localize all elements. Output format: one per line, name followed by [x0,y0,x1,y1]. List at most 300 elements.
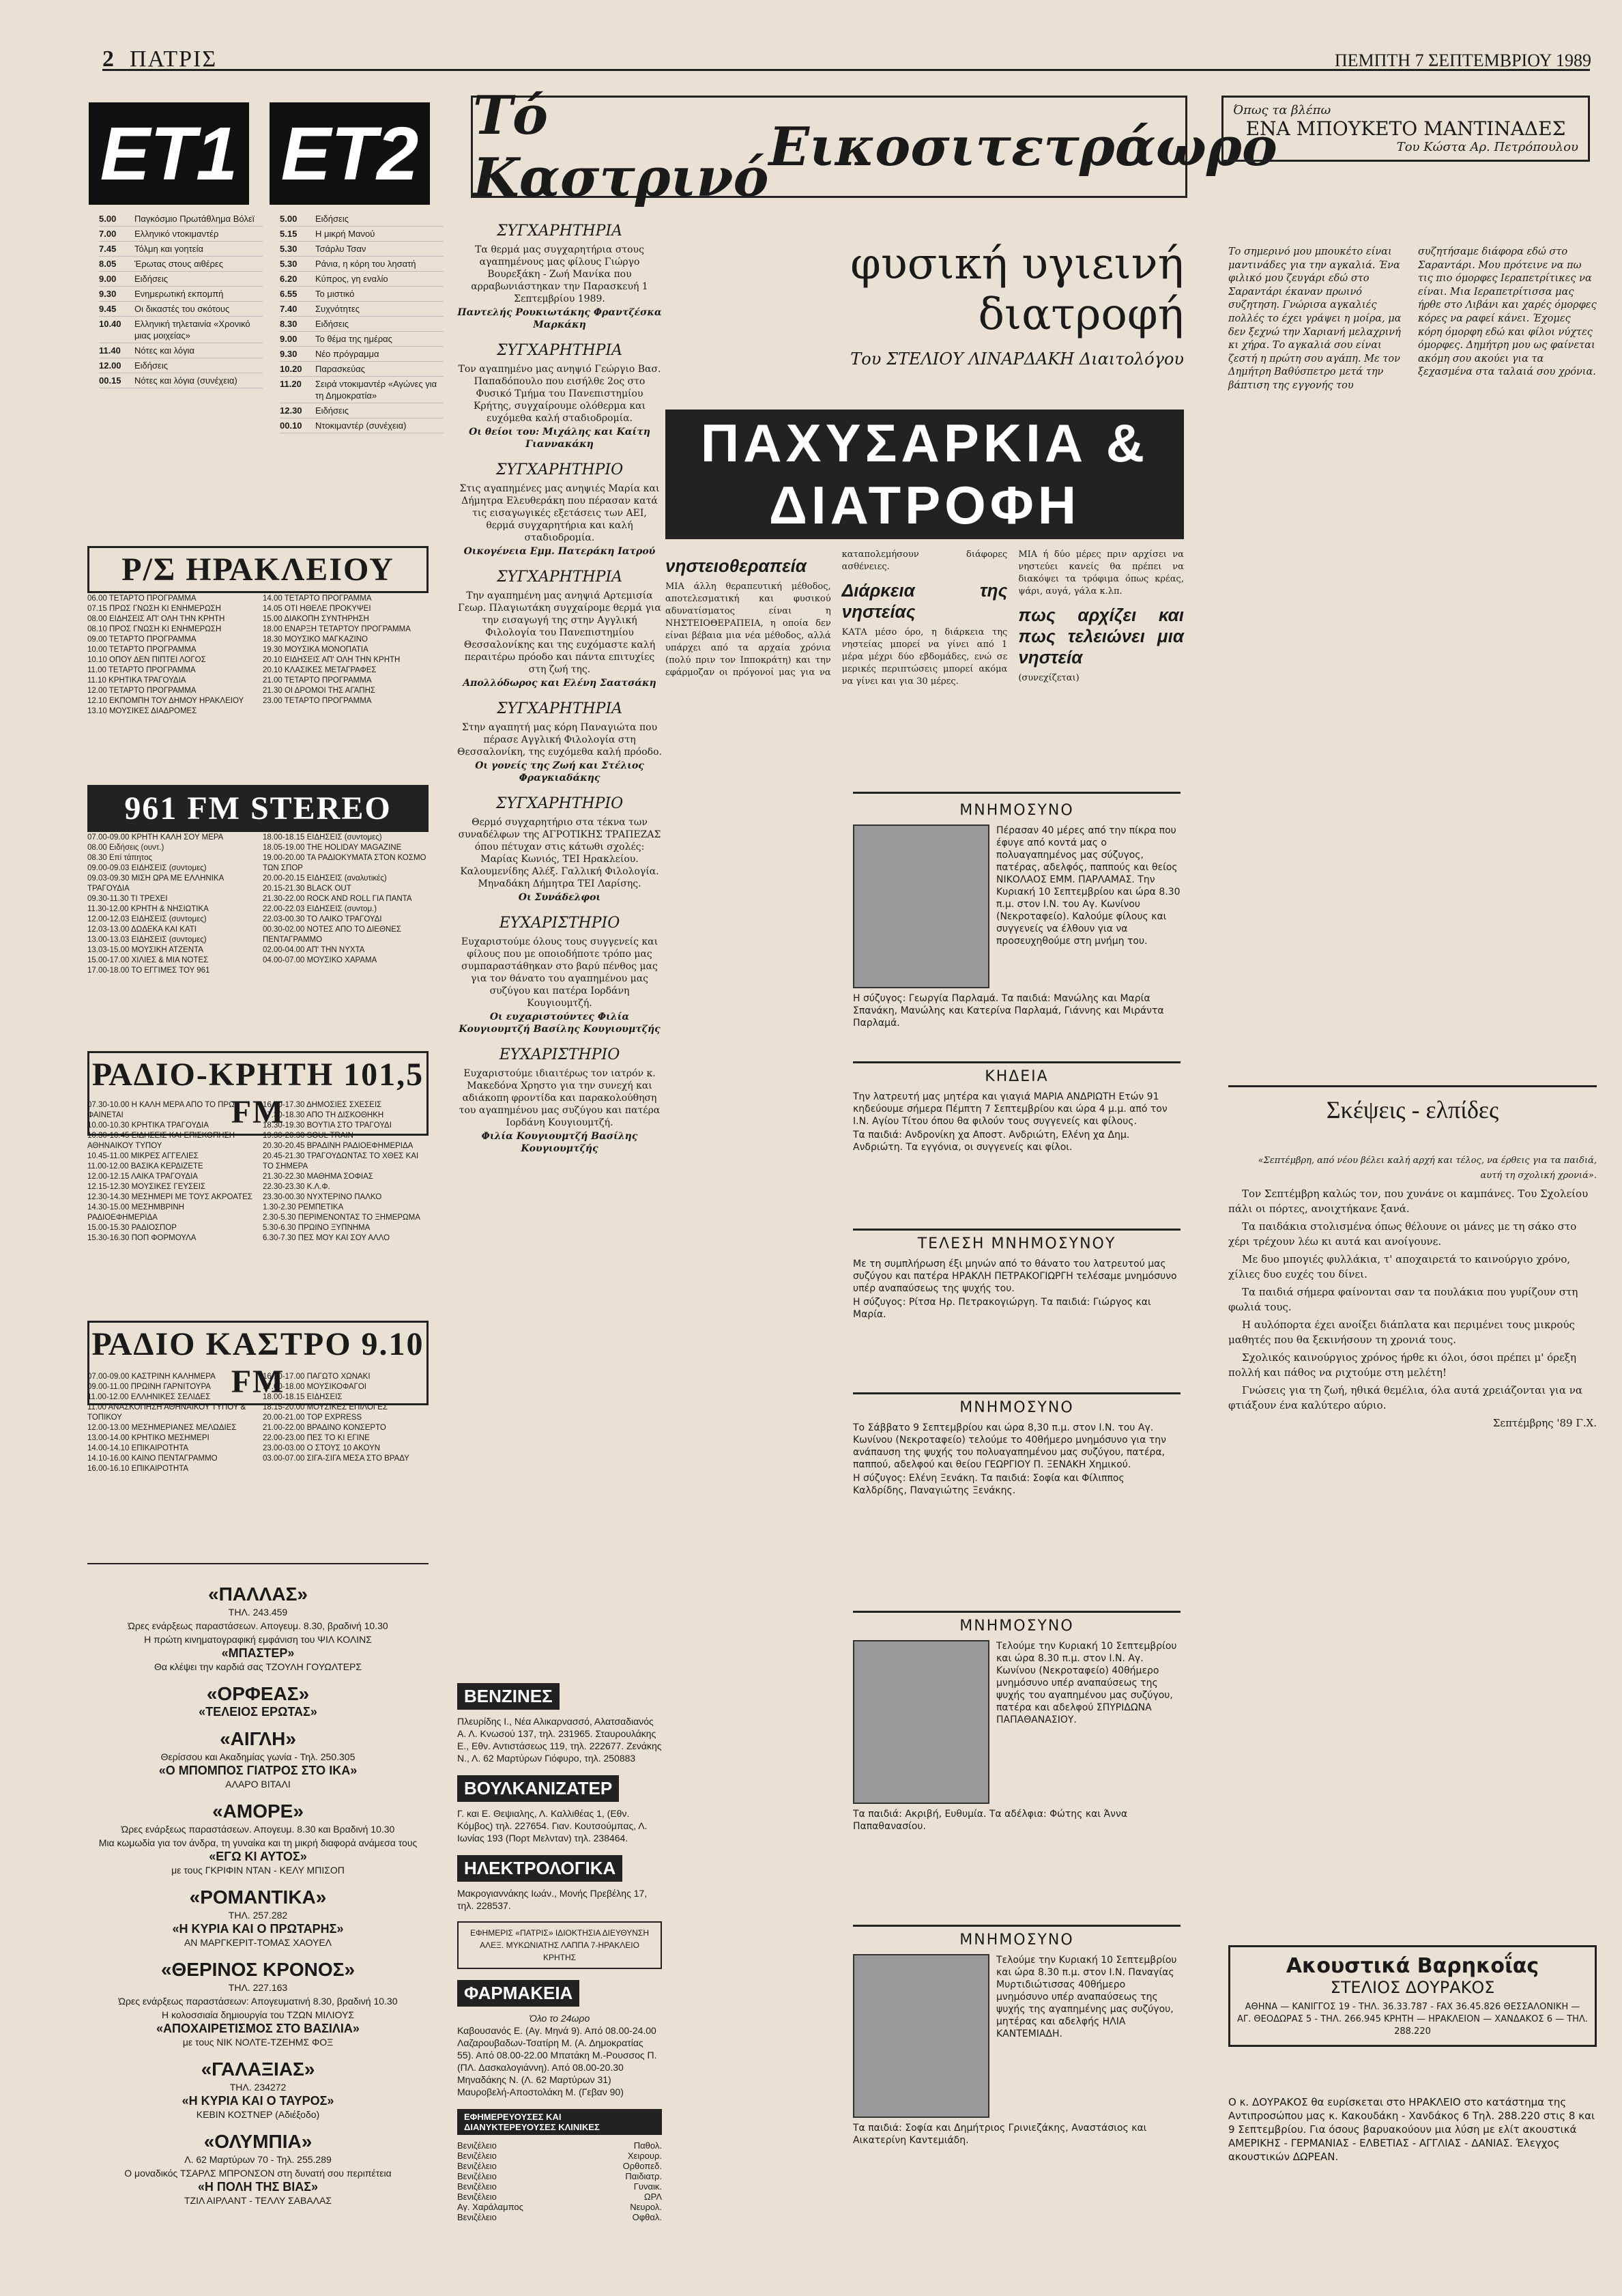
announcement-text: Τα θερμά μας συγχαρητήρια στους αγαπημένους μας φίλους Γιώργο Βουρεξάκη - Ζωή Μανίκα που αρραβωνιάστηκαν την Παρασκευή 1 Σεπτεμβρίου 1989. [471,244,648,304]
fm961-item: 08.30 Επί τάπητος [87,854,153,862]
et1-program: Ειδήσεις [134,274,168,284]
fm961-item: 09.00-09.03 ΕΙΔΗΣΕΙΣ (συντομες) [87,864,207,872]
fm961-item: 20.00-20.15 ΕΙΔΗΣΕΙΣ (αναλυτικές) [263,874,387,882]
services-column [457,1672,662,2222]
et2-program: Νέο πρόγραμμα [315,349,379,359]
clinic-hospital: Βενιζέλειο [457,2181,497,2192]
et1-time: 10.40 [99,319,121,329]
et2-row [280,272,444,287]
clinic-row [457,2212,662,2222]
et1-time: 00.15 [99,375,121,386]
et2-time: 5.30 [280,259,298,269]
heraklion-item: 19.30 ΜΟΥΣΙΚΑ ΜΟΝΟΠΑΤΙΑ [263,646,368,654]
kriti-item: 10.00-10.30 ΚΡΗΤΙΚΑ ΤΡΑΓΟΥΔΙΑ [87,1121,209,1130]
cinema-note: με τους ΝΙΚ ΝΟΛΤΕ-ΤΖΕΗΜΣ ΦΟΞ [182,2037,334,2048]
announcement-title: ΣΥΓΧΑΡΗΤΗΡΙΟ [495,795,624,812]
heraklion-item: 12.00 ΤΕΤΑΡΤΟ ΠΡΟΓΡΑΜΜΑ [87,687,197,695]
fm961-item: 13.03-15.00 ΜΟΥΣΙΚΗ ΑΤΖΕΝΤΑ [87,946,203,954]
et2-program: Ειδήσεις [315,214,349,224]
et2-time: 8.30 [280,319,298,329]
et1-row [99,373,263,388]
kriti-item: 19.30-20.30 SOUL TRAIN [263,1132,353,1140]
elec-text: Μακρογιαννάκης Ιωάν., Μονής Πρεβέλης 17, τηλ. 228537. [457,1888,648,1911]
cinema-note: ΤΖΙΛ ΑΙΡΛΑΝΤ - ΤΕΛΛΥ ΣΑΒΑΛΑΣ [184,2195,332,2206]
diet-headline: ΠΑΧΥΣΑΡΚΙΑ & ΔΙΑΤΡΟΦΗ [665,410,1184,539]
et1-row [99,227,263,242]
kriti-item: 11.00-12.00 ΒΑΣΙΚΑ ΚΕΡΔΙΖΕΤΕ [87,1162,203,1171]
funeral [853,1068,1181,1155]
et1-row [99,272,263,287]
cinema-film: «ΤΕΛΕΙΟΣ ΕΡΩΤΑΣ» [199,1705,317,1719]
banner-left-text: Τό Καστρινό [473,85,769,209]
et2-row [280,242,444,257]
cinema-name: «ΑΙΓΛΗ» [220,1728,296,1749]
et1-row [99,358,263,373]
heraklion-item: 15.00 ΔΙΑΚΟΠΗ ΣΥΝΤΗΡΗΣΗ [263,615,369,623]
heraklion-item: 18.30 ΜΟΥΣΙΚΟ ΜΑΓΚΑΖΙΝΟ [263,635,368,644]
clinic-row [457,2192,662,2202]
kriti-item: 21.30-22.30 ΜΑΘΗΜΑ ΣΟΦΙΑΣ [263,1173,373,1181]
heraklion-item: 13.10 ΜΟΥΣΙΚΕΣ ΔΙΑΔΡΟΜΕΣ [87,707,197,715]
hearing-addresses: ΑΘΗΝΑ — ΚΑΝΙΓΓΟΣ 19 - ΤΗΛ. 36.33.787 - FAX 36.45.826 ΘΕΣΣΑΛΟΝΙΚΗ — ΑΓ. ΘΕΟΔΩΡΑΣ 5 - ΤΗΛ. 266.945 ΚΡΗΤΗ — ΗΡΑΚΛΕΙΟΝ — ΧΑΝΔΑΚΟΣ 6 — ΤΗΛ. 288.220 [1237,2002,1588,2037]
clinic-specialty: Γυναικ. [633,2181,662,2192]
et2-time: 5.30 [280,244,298,254]
kriti-item: 6.30-7.30 ΠΕΣ ΜΟΥ ΚΑΙ ΣΟΥ ΑΛΛΟ [263,1234,390,1242]
clinic-specialty: Παθολ. [633,2140,662,2151]
fm961-item: 21.30-22.00 ROCK AND ROLL ΓΙΑ ΠΑΝΤΑ [263,895,412,903]
divider [853,1229,1181,1231]
memorial-2-family: Η σύζυγος: Ρίτσα Ηρ. Πετρακογιώργη. Τα παιδιά: Γιώργος και Μαρία. [853,1297,1151,1320]
kastro-item: 11.00-12.00 ΕΛΛΗΝΙΚΕΣ ΣΕΛΙΔΕΣ [87,1393,211,1401]
kriti-item: 20.30-20.45 ΒΡΑΔΙΝΗ ΡΑΔΙΟΕΦΗΜΕΡΙΔΑ [263,1142,414,1150]
et1-time: 7.45 [99,244,117,254]
memorial-1-text: Πέρασαν 40 μέρες από την πίκρα που έφυγε από κοντά μας ο πολυαγαπημένος μας σύζυγος, πατέρας, αδελφός, παππούς και θείος ΝΙΚΟΛΑΟΣ ΕΜΜ. ΠΑΡΛΑΜΑΣ. Την Κυριακή 10 Σεπτεμβρίου και ώρα 8.30 π.μ. στον Ι.Ν. του Αγ. Κωνίνου (Νεκροταφείο). Καλούμε φίλους και συγγενείς να έλθουν για να προσευχηθούμε στη μνήμη του. [996,825,1181,947]
et2-program: Τσάρλυ Τσαν [315,244,366,254]
funeral-family: Τα παιδιά: Ανδρονίκη χα Αποστ. Ανδριώτη, Ελένη χα Δημ. Ανδριώτη. Τα εγγόνια, οι συγγενείς και φίλοι. [853,1130,1130,1153]
fm961-item: 19.00-20.00 ΤΑ ΡΑΔΙΟΚΥΜΑΤΑ ΣΤΟΝ ΚΟΣΜΟ ΤΩΝ ΣΠΟΡ [263,854,426,872]
fm961-item: 11.30-12.00 ΚΡΗΤΗ & ΝΗΣΙΩΤΙΚΑ [87,905,209,913]
et2-row [280,287,444,302]
et1-time: 9.45 [99,304,117,314]
poetry-title: ΕΝΑ ΜΠΟΥΚΕΤΟ ΜΑΝΤΙΝΑΔΕΣ [1245,117,1566,140]
fm961-item: 12.03-13.00 ΔΩΔΕΚΑ ΚΑΙ ΚΑΤΙ [87,925,197,934]
kriti-item: 20.45-21.30 ΤΡΑΓΟΥΔΩΝΤΑΣ ΤΟ ΧΘΕΣ ΚΑΙ ΤΟ ΣΗΜΕΡΑ [263,1152,419,1171]
et1-time: 9.30 [99,289,117,299]
fm961-item: 22.00-22.03 ΕΙΔΗΣΕΙΣ (συντομ.) [263,905,377,913]
radio-kastro-schedule [87,1372,429,1508]
clinics-list [457,2140,662,2222]
fm961-item: 04.00-07.00 ΜΟΥΣΙΚΟ ΧΑΡΑΜΑ [263,956,377,964]
announcement-title: ΣΥΓΧΑΡΗΤΗΡΙΑ [496,342,623,359]
fm961-title: 961 FM STEREO [87,785,429,832]
memorial-5-photo [853,1954,989,2118]
diet-p2: ΚΑΤΑ μέσο όρο, η διάρκεια της νηστείας μπορεί να γίνει από 1 μέρα μέχρι δύο εβδομάδες, ενώ σε μερικές περιπτώσεις μπορεί ακόμα να γίνει και για 30 μέρες. [841,627,1008,687]
cinema-desc: Μια κωμωδία για τον άνδρα, τη γυναίκα και τη μικρή διαφορά ανάμεσα τους [98,1837,418,1848]
et1-program: Ελληνική τηλεταινία «Χρονικό μιας μοιχείας» [134,319,250,341]
thoughts-p7: Γνώσεις για τη ζωή, ηθικά θεμέλια, όλα αυτά χρειάζονται για να φτιάξουν ένα καλύτερο αύριο. [1228,1384,1582,1411]
clinic-row [457,2161,662,2171]
diet-section-2: πως αρχίζει και πως τελειώνει μια νηστεία [1018,605,1184,668]
clinic-specialty: Παιδιατρ. [625,2171,662,2181]
kastro-item: 22.00-23.00 ΠΕΣ ΤΟ ΚΙ ΕΓΙΝΕ [263,1434,370,1442]
kriti-item: 5.30-6.30 ΠΡΩΙΝΟ ΞΥΠΝΗΜΑ [263,1224,371,1232]
fm961-item: 02.00-04.00 ΑΠ' ΤΗΝ ΝΥΧΤΑ [263,946,365,954]
cinema-hours: Θερίσσου και Ακαδημίας γωνία - Τηλ. 250.305 [160,1751,356,1762]
heraklion-item: 11.10 ΚΡΗΤΙΚΑ ΤΡΑΓΟΥΔΙΑ [87,676,186,685]
cinema-note: με τους ΓΚΡΙΦΙΝ ΝΤΑΝ - ΚΕΛΥ ΜΠΙΣΟΠ [171,1865,345,1876]
heraklion-item: 10.10 ΟΠΟΥ ΔΕΝ ΠΙΠΤΕΙ ΛΟΓΟΣ [87,656,206,664]
fm961-item: 00.30-02.00 ΝΟΤΕΣ ΑΠΟ ΤΟ ΔΙΕΘΝΕΣ ΠΕΝΤΑΓΡΑΜΜΟ [263,925,402,944]
kastro-item: 13.00-14.00 ΚΡΗΤΙΚΟ ΜΕΣΗΜΕΡΙ [87,1434,209,1442]
heraklion-item: 14.05 ΟΤΙ ΗΘΕΛΕ ΠΡΟΚΥΨΕΙ [263,605,371,613]
memorial-3-title: ΜΝΗΜΟΣΥΝΟ [959,1399,1074,1416]
kastro-item: 07.00-09.00 ΚΑΣΤΡΙΝΗ ΚΑΛΗΜΕΡΑ [87,1373,216,1381]
cinema-phone: Λ. 62 Μαρτύρων 70 - Τηλ. 255.289 [184,2154,332,2165]
et1-time: 7.00 [99,229,117,239]
clinic-hospital: Βενιζέλειο [457,2140,497,2151]
et2-row [280,227,444,242]
kriti-item: 2.30-5.30 ΠΕΡΙΜΕΝΟΝΤΑΣ ΤΟ ΞΗΜΕΡΩΜΑ [263,1214,420,1222]
announcement-text: Την αγαπημένη μας ανηψιά Αρτεμισία Γεωρ. Πλαγιωτάκη συγχαίρομε θερμά για την εισαγωγή της στην Αγγλική Φιλολογία του Πανεπιστημίου Θεσσαλονίκης και της ευχόμαστε καλή περαιτέρω πρόοδο και πάντα επιτυχίες στη ζωή της. [458,590,661,675]
clinic-row [457,2140,662,2151]
et2-time: 6.20 [280,274,298,284]
radio-kriti-title: ΡΑΔΙΟ-ΚΡΗΤΗ 101,5 FM [87,1051,429,1136]
clinic-hospital: Βενιζέλειο [457,2192,497,2202]
et1-time: 8.05 [99,259,117,269]
et2-time: 6.55 [280,289,298,299]
et2-program: Ειδήσεις [315,405,349,416]
et1-row [99,343,263,358]
clinic-specialty: ΩΡΛ [643,2192,662,2202]
memorial-2-text: Με τη συμπλήρωση έξι μηνών από το θάνατο του λατρευτού μας συζύγου και πατέρα ΗΡΑΚΛΗ ΠΕΤΡΑΚΟΓΙΩΡΓΗ τελέσαμε μνημόσυνο υπέρ αναπαύσεως της ψυχής του. [853,1259,1177,1294]
announcement-text: Ευχαριστούμε όλους τους συγγενείς και φίλους που με οποιοδήποτε τρόπο μας συμπαραστάθηκαν στο βαρύ πένθος μας για τον θάνατο του αγαπημένου μας συζύγου και πατέρα Ιορδάνη Κουγιουμτζή. [461,936,658,1009]
thoughts-p4: Τα παιδιά σήμερα φαίνονται σαν τα πουλάκια που γυρίζουν στη φωλιά τους. [1228,1286,1578,1313]
kriti-item: 15.00-15.30 ΡΑΔΙΟΣΠΟΡ [87,1224,177,1232]
clinics-badge: ΕΦΗΜΕΡΕΥΟΥΣΕΣ ΚΑΙ ΔΙΑΝΥΚΤΕΡΕΥΟΥΣΕΣ ΚΛΙΝΙΚΕΣ [457,2109,662,2135]
cinema-hours: Ώρες ενάρξεως παραστάσεων. Απογευμ. 8.30 και Βραδινή 10.30 [121,1824,395,1835]
banner-right-text: Εικοσιτετράωρο [768,115,1277,178]
heraklion-item: 21.00 ΤΕΤΑΡΤΟ ΠΡΟΓΡΑΜΜΑ [263,676,372,685]
cinema-film: «Η ΚΥΡΙΑ ΚΑΙ Ο ΠΡΩΤΑΡΗΣ» [172,1922,344,1936]
clinic-hospital: Βενιζέλειο [457,2161,497,2171]
fm961-item: 15.00-17.00 ΧΙΛΙΕΣ & ΜΙΑ ΝΟΤΕΣ [87,956,209,964]
kriti-item: 17.30-18.30 ΑΠΟ ΤΗ ΔΙΣΚΟΘΗΚΗ [263,1111,384,1119]
kriti-item: 10.45-11.00 ΜΙΚΡΕΣ ΑΓΓΕΛΙΕΣ [87,1152,199,1160]
kriti-item: 14.30-15.00 ΜΕΣΗΜΒΡΙΝΗ ΡΑΔΙΟΕΦΗΜΕΡΙΔΑ [87,1203,184,1222]
pharmacy-subtitle: Όλο το 24ωρο [529,2013,590,2024]
cinema-phone: ΤΗΛ. 257.282 [228,1910,288,1921]
thoughts-p6: Σχολικός καινούργιος χρόνος ήρθε κι όλοι, όσοι πρέπει μ' όρεξη πολλή και πάθος να ριχτούμε στη μελέτη! [1228,1351,1577,1379]
kastro-item: 17.00-18.00 ΜΟΥΣΙΚΟΦΑΓΟΙ [263,1383,366,1391]
hearing-name: ΣΤΕΛΙΟΣ ΔΟΥΡΑΚΟΣ [1330,1978,1495,1997]
et1-program: Έρωτας στους αιθέρες [134,259,223,269]
announcement-sign: Απολλόδωρος και Ελένη Σαατσάκη [463,678,656,689]
poetry-author: Του Κώστα Αρ. Πετρόπουλου [1396,140,1578,154]
et1-row [99,302,263,317]
memorial-4-text: Τελούμε την Κυριακή 10 Σεπτεμβρίου και ώρα 8.30 π.μ. στον Ι.Ν. Αγ. Κωνίνου (Νεκροταφείο) 40θήμερο μνημόσυνο υπέρ αναπαύσεως της ψυχής του αγαπημένου μας συζύγου, πατέρα και αδελφού ΣΠΥΡΙΔΩΝΑ ΠΑΠΑΘΑΝΑΣΙΟΥ. [996,1641,1177,1725]
kriti-item: 10.30-10.45 ΕΙΔΗΣΕΙΣ ΚΑΙ ΕΠΙΣΚΟΠΗΣΗ ΑΘΗΝΑΙΚΟΥ ΤΥΠΟΥ [87,1132,235,1150]
et1-program: Νότες και λόγια [134,345,195,356]
clinic-hospital: Βενιζέλειο [457,2151,497,2161]
announcement-text: Τον αγαπημένο μας ανηψιό Γεώργιο Βασ. Παπαδόπουλο που εισήλθε 2ος στο Φυσικό Τμήμα του Πανεπιστημίου Κρήτης, συγχαίρουμε ολόθερμα και ευχόμεθα καλή σταδιοδρομία. [458,364,661,424]
heraklion-radio-schedule [87,594,429,771]
et2-program: Συχνότητες [315,304,360,314]
cinema-name: «ΟΡΦΕΑΣ» [206,1683,310,1704]
heraklion-radio-title: Ρ/Σ ΗΡΑΚΛΕΙΟΥ [87,546,429,593]
et2-logo: ET2 [270,102,430,205]
et2-program: Το μιστικό [315,289,355,299]
memorial-4-family: Τα παιδιά: Ακριβή, Ευθυμία. Τα αδέλφια: Φώτης και Άννα Παπαθανασίου. [853,1809,1128,1832]
cinema-phone: ΤΗΛ. 234272 [229,2082,287,2093]
heraklion-item: 09.00 ΤΕΤΑΡΤΟ ΠΡΟΓΡΑΜΜΑ [87,635,197,644]
hearing-aid-ad [1228,1945,1597,2047]
cinema-note: ΑΝ ΜΑΡΓΚΕΡΙΤ-ΤΟΜΑΣ ΧΑΟΥΕΛ [184,1937,332,1948]
kastro-item: 16.00-16.10 ΕΠΙΚΑΙΡΟΤΗΤΑ [87,1465,189,1473]
cinema-name: «ΓΑΛΑΞΙΑΣ» [201,2058,315,2080]
memorial-1-family: Η σύζυγος: Γεωργία Παρλαμά. Τα παιδιά: Μανώλης και Μαρία Σπανάκη, Μανώλης και Κατερίνα Παρλαμά, Γιάννης και Μιράντα Παρλαμά. [853,993,1164,1029]
fm961-item: 09.03-09.30 ΜΙΣΗ ΩΡΑ ΜΕ ΕΛΛΗΝΙΚΑ ΤΡΑΓΟΥΔΙΑ [87,874,224,893]
announcements-column [457,212,662,1156]
kastro-24h-banner [471,85,1277,209]
kastro-item: 09.00-11.00 ΠΡΩΙΝΗ ΓΑΡΝΙΤΟΥΡΑ [87,1383,211,1391]
thoughts-p2: Τα παιδάκια στολισμένα όπως θέλουνε οι μάνες με τη σάκο στο χέρι τρέχουν λέω κι αυτά και ανοίγουνε. [1228,1220,1577,1248]
et1-time: 11.40 [99,345,121,356]
fm961-item: 07.00-09.00 ΚΡΗΤΗ ΚΑΛΗ ΣΟΥ ΜΕΡΑ [87,833,224,842]
announcement-text: Ευχαριστούμε ιδιαιτέρως τον ιατρόν κ. Μακεδόνα Χρηστο για την συνεχή και αδιάκοπη φροντίδα και παρακολούθηση του αγαπημένου μας συζύγου και πατέρα Ιορδάνη Κουγιουμτζή. [459,1068,661,1128]
kriti-item: 18.30-19.30 ΒΟΥΤΙΑ ΣΤΟ ΤΡΑΓΟΥΔΙ [263,1121,392,1130]
et2-row [280,418,444,433]
fm961-item: 17.00-18.00 ΤΟ ΕΓΓΙΜΕΣ ΤΟΥ 961 [87,966,210,975]
pharmacy-text: Καβουσανός Ε. (Αγ. Μηνά 9). Από 08.00-24.00 Λαζαρουβαδων-Τσατίρη Μ. (Α. Δημοκρατίας 55). Από 08.00-22.00 Μπατάκη Μ.-Ρουσσος Π. (ΠΛ. Δασκαλογιάννη). Από 08.00-20.30 Μηναδάκης Ν. (Λ. 62 Μαρτύρων 31) Μαυροβελή-Αποστολάκη Μ. (Γεβαν 90) [457,2025,657,2097]
divider [853,1061,1181,1063]
memorial-3-text: Το Σάββατο 9 Σεπτεμβρίου και ώρα 8,30 π.μ. στον Ι.Ν. του Αγ. Κωνίνου (Νεκροταφείο) τελούμε το 40θήμερο μνημόσυνο για την ανάπαυση της ψυχής του πολυαγαπημένου μας συζύγου, πατέρα, παππού, αδελφού και θείου ΓΕΩΡΓΙΟΥ Π. ΞΕΝΑΚΗ Χημικού. [853,1422,1166,1470]
kriti-item: 1.30-2.30 ΡΕΜΠΕΤΙΚΑ [263,1203,344,1211]
memorial-1 [853,802,1181,1031]
clinic-hospital: Βενιζέλειο [457,2171,497,2181]
kastro-item: 12.00-13.00 ΜΕΣΗΜΕΡΙΑΝΕΣ ΜΕΛΩΔΙΕΣ [87,1424,237,1432]
kriti-item: 12.00-12.15 ΛΑΙΚΑ ΤΡΑΓΟΥΔΙΑ [87,1173,198,1181]
cinema-film: «ΜΠΑΣΤΕΡ» [221,1646,295,1660]
et2-time: 5.00 [280,214,298,224]
poetry-label: Όπως τα βλέπω [1233,103,1331,117]
cinema-hours: Ώρες ενάρξεως παραστάσεων. Απογευμ. 8.30, βραδινή 10.30 [128,1620,388,1631]
announcement-sign: Οικογένεια Εμμ. Πατεράκη Ιατρού [463,546,656,557]
cinema-desc: Η κολοσσιαία δημιουργία του ΤΖΩΝ ΜΙΛΙΟΥΣ [162,2009,354,2020]
cinema-listings [87,1563,429,2207]
announcement-title: ΣΥΓΧΑΡΗΤΗΡΙΑ [496,223,623,240]
kriti-item: 22.30-23.30 Κ.Λ.Φ. [263,1183,330,1191]
announcement-title: ΣΥΓΧΑΡΗΤΗΡΙΑ [496,569,623,586]
divider [853,1392,1181,1394]
et2-program: Ράνια, η κόρη του λησατή [315,259,416,269]
et2-time: 00.10 [280,420,302,431]
kriti-item: 23.30-00.30 ΝΥΧΤΕΡΙΝΟ ΠΑΛΚΟ [263,1193,382,1201]
kriti-item: 12.30-14.30 ΜΕΣΗΜΕΡΙ ΜΕ ΤΟΥΣ ΑΚΡΟΑΤΕΣ [87,1193,252,1201]
funeral-text: Την λατρευτή μας μητέρα και γιαγιά ΜΑΡΙΑ ΑΝΔΡΙΩΤΗ Ετών 91 κηδεύουμε σήμερα Πέμπτη 7 Σεπτεμβρίου και ώρα 4 μ.μ. από τον Ι.Ν. Αγίου Τίτου όπου θα φιλούν τους συγγενείς και φίλους. [853,1091,1168,1127]
memorial-4-photo [853,1640,989,1804]
cinema-note: ΚΕΒΙΝ ΚΟΣΤΝΕΡ (Αδιέξοδο) [196,2109,320,2120]
fm961-item: 13.00-13.03 ΕΙΔΗΣΕΙΣ (συντομες) [87,936,207,944]
kriti-item: 07.30-10.00 Η ΚΑΛΗ ΜΕΡΑ ΑΠΟ ΤΟ ΠΡΩΙ ΦΑΙΝΕΤΑΙ [87,1101,237,1119]
et1-program: Ελληνικό ντοκιμαντέρ [134,229,219,239]
kastro-item: 20.00-21.00 TOP EXPRESS [263,1414,362,1422]
heraklion-item: 21.30 ΟΙ ΔΡΟΜΟΙ ΤΗΣ ΑΓΑΠΗΣ [263,687,376,695]
fm961-item: 08.00 Ειδήσεις (ουντ.) [87,844,164,852]
et2-time: 10.20 [280,364,302,374]
et1-program: Νότες και λόγια (συνέχεια) [134,375,237,386]
diet-signature: (συνεχίζεται) [1018,673,1080,683]
divider [853,792,1181,794]
et2-program: Ντοκιμαντέρ (συνέχεια) [315,420,407,431]
thoughts-epigraph: «Σεπτέμβρη, από νέου βέλει καλή αρχή και τέλος, να έρθεις για τα παιδιά, αυτή τη σχολική χρονιά». [1258,1156,1597,1181]
cinema-film: «ΑΠΟΧΑΙΡΕΤΙΣΜΟΣ ΣΤΟ ΒΑΣΙΛΙΑ» [156,2022,360,2035]
et2-schedule [280,212,444,433]
et1-program: Ειδήσεις [134,360,168,371]
cinema-phone: ΤΗΛ. 227.163 [228,1982,288,1993]
cinema-desc: Η πρώτη κινηματογραφική εμφάνιση του ΨΙΛ ΚΟΛΙΝΣ [144,1634,372,1645]
fm961-item: 20.15-21.30 BLACK OUT [263,885,351,893]
announcement-sign: Φιλία Κουγιουμτζή Βασίλης Κουγιουμτζής [481,1131,638,1154]
cinema-film: «ΕΓΩ ΚΙ ΑΥΤΟΣ» [209,1850,307,1863]
memorial-1-photo [853,824,989,988]
fm961-schedule [87,833,429,1037]
heraklion-item: 12.10 ΕΚΠΟΜΠΗ ΤΟΥ ΔΗΜΟΥ ΗΡΑΚΛΕΙΟΥ [87,697,244,705]
et2-program: Παρασκεύας [315,364,366,374]
et2-time: 7.40 [280,304,298,314]
heraklion-item: 08.10 ΠΡΟΣ ΓΝΩΣΗ ΚΙ ΕΝΗΜΕΡΩΣΗ [87,625,222,633]
et1-logo: ET1 [89,102,249,205]
announcement-sign: Οι Συνάδελφοι [518,892,601,903]
clinic-hospital: Βενιζέλειο [457,2212,497,2222]
announcement-title: ΕΥΧΑΡΙΣΤΗΡΙΟ [499,1046,620,1063]
diet-byline: Του ΣΤΕΛΙΟΥ ΛΙΝΑΡΔΑΚΗ Διαιτολόγου [850,349,1184,369]
memorial-5-family: Τα παιδιά: Σοφία και Δημήτριος Γρινιεζάκης, Αναστάσιος και Αικατερίνη Καντεμιάδη. [853,2123,1147,2146]
heraklion-item: 18.00 ΕΝΑΡΞΗ ΤΕΤΑΡΤΟΥ ΠΡΟΓΡΑΜΜΑ [263,625,411,633]
heraklion-item: 06.00 ΤΕΤΑΡΤΟ ΠΡΟΓΡΑΜΜΑ [87,594,197,603]
thoughts-sign: Σεπτέμβρης '89 Γ.Χ. [1492,1417,1597,1429]
diet-section-1: νηστειοθεραπεία [665,556,807,576]
et2-row [280,377,444,403]
et1-row [99,257,263,272]
memorial-2 [853,1235,1181,1322]
diet-article [665,212,1184,688]
radio-kastro-title: ΡΑΔΙΟ ΚΑΣΤΡΟ 9.10 FM [87,1321,429,1405]
announcement-title: ΕΥΧΑΡΙΣΤΗΡΙΟ [499,915,620,932]
kastro-item: 14.10-16.00 ΚΑΙΝΟ ΠΕΝΤΑΓΡΑΜΜΟ [87,1454,218,1463]
vulc-text: Γ. και Ε. Θεψιαλης, Λ. Καλλιθέας 1, (Εθν. Κόμβος) τηλ. 227654. Γιαν. Κουτσούμπας, Λ. Ιωνίας 193 (Πορτ Μελνταν) τηλ. 238464. [457,1808,648,1843]
masthead: ΠΑΤΡΙΣ [130,46,218,72]
fuel-text: Πλευρίδης Ι., Νέα Αλικαρνασσό, Αλατσαδιανός Α. Λ. Κνωσού 137, τηλ. 231965. Σταυρουλάκης Ε., Εθν. Αντιστάσεως 119, τηλ. 222677. Ζενάκης Ν., Λ. 62 Μαρτύρων Γιόφυρο, τηλ. 250883 [457,1716,662,1764]
cinema-phone: ΤΗΛ. 243.459 [228,1607,288,1618]
kriti-item: 16.30-17.30 ΔΗΜΟΣΙΕΣ ΣΧΕΣΕΙΣ [263,1101,382,1109]
hearing-body: Ο κ. ΔΟΥΡΑΚΟΣ θα ευρίσκεται στο ΗΡΑΚΛΕΙΟ στο κατάστημα της Αντιπροσώπου μας κ. Κακουδάκη - Χανδάκος 6 Τηλ. 288.220 στις 8 και 9 Σεπτεμβρίου. Για όσους βαρυακούουν μια λύση με ελίτ ακουστικά ΑΜΕΡΙΚΗΣ - ΓΕΡΜΑΝΙΑΣ - ΕΛΒΕΤΙΑΣ - ΑΓΓΛΙΑΣ - ΔΑΝΙΑΣ. Έλεγχος ακουστικών ΔΩΡΕΑΝ. [1228,2096,1595,2163]
et2-time: 5.15 [280,229,298,239]
et2-program: Ειδήσεις [315,319,349,329]
fuel-badge: ΒΕΝΖΙΝΕΣ [457,1683,560,1710]
fm961-item: 09.30-11.30 ΤΙ ΤΡΕΧΕΙ [87,895,168,903]
et2-time: 12.30 [280,405,302,416]
poetry-text: Το σημερινό μου μπουκέτο είναι μαντινάδες για την αγκαλιά. Ένα φιλικό μου ζευγάρι εδώ στο Σαραντάρι έκαναν πρωινό συζητηση. Γνώρισα αγκαλιές πολλές το έχει γράψει η μοίρα, μα δεν ξεχνώ την Χαριανή μελαχρινή κι χήρα. Το αγκαλιά σου είναι ζεστή η πρώτη σου αγάπη. Με τον Δημήτρη Βαθύσπετρο μετά την βάπτιση της εγγονής του συζητήσαμε διάφορα εδώ στο Σαραντάρι. Μου πρότεινε να πω τις πιο όμορφες Ιεραπετρίτικες να είναι. Μια Ιεραπετρίτισσα μας ήρθε στο Λιβάνι και χαρές όμορφες κόρες να ραφεί κάνει. Έχομες κόρη όμορφη εδώ και φίλοι νύχτες όμορφες. Δημήτρη μου ως φαίνεται ακόμη σου ακούει για τα ξεχασμένα στα ταλαιά σου χρόνια. [1228,246,1597,391]
divider [853,1611,1181,1613]
heraklion-item: 23.00 ΤΕΤΑΡΤΟ ΠΡΟΓΡΑΜΜΑ [263,697,372,705]
et2-program: Η μικρή Μανού [315,229,375,239]
diet-section-3: Διάρκεια της νηστείας [841,580,1008,622]
memorial-4 [853,1618,1181,1834]
diet-p3: ΜΙΑ ή δύο μέρες πριν αρχίσει να νηστεύει κανείς θα πρέπει να διακόψει τα τρόφιμα όπως κρέας, ψάρι, αυγά, γάλα κ.λπ. [1018,549,1184,597]
et2-time: 9.30 [280,349,298,359]
announcement-sign: Οι θείοι του: Μιχάλης και Καίτη Γιαννακάκη [469,427,650,450]
paper-info: ΕΦΗΜΕΡΙΣ «ΠΑΤΡΙΣ» ΙΔΙΟΚΤΗΣΙΑ ΔΙΕΥΘΥΝΣΗ ΑΛΕΞ. ΜΥΚΩΝΙΑΤΗΣ ΛΑΠΠΑ 7-ΗΡΑΚΛΕΙΟ ΚΡΗΤΗΣ [457,1921,662,1969]
et2-row [280,403,444,418]
memorial-1-title: ΜΝΗΜΟΣΥΝΟ [959,802,1074,819]
announcement-text: Στην αγαπητή μας κόρη Παναγιώτα που πέρασε Αγγλική Φιλολογία στη Θεσσαλονίκη, της ευχόμεθα καλή πρόοδο. [457,722,662,758]
diet-body [665,549,1184,688]
et1-schedule [99,212,263,388]
cinema-name: «ΘΕΡΙΝΟΣ ΚΡΟΝΟΣ» [160,1959,356,1980]
clinic-hospital: Αγ. Χαράλαμπος [457,2202,523,2212]
poetry-header [1221,96,1590,162]
kastro-item: 03.00-07.00 ΣΙΓΑ-ΣΙΓΑ ΜΕΣΑ ΣΤΟ ΒΡΑΔΥ [263,1454,409,1463]
et2-row [280,212,444,227]
et2-row [280,302,444,317]
issue-date: ΠΕΜΠΤΗ 7 ΣΕΠΤΕΜΒΡΙΟΥ 1989 [1334,51,1591,70]
page-number: 2 [102,46,114,72]
hearing-title: Ακουστικά Βαρηκοΐας [1286,1954,1539,1978]
cinema-film: «Ο ΜΠΟΜΠΟΣ ΓΙΑΤΡΟΣ ΣΤΟ ΙΚΑ» [158,1764,358,1777]
kastro-item: 18.15-20.00 ΜΟΥΣΙΚΕΣ ΕΠΙΛΟΓΕΣ [263,1403,388,1411]
clinic-row [457,2151,662,2161]
thoughts-p5: Η αυλόπορτα έχει ανοίξει διάπλατα και περιμένει τους μικρούς μαθητές που θα ξεκινήσουν τη χρονιά τους. [1228,1319,1575,1346]
kastro-item: 11.00 ΑΝΑΣΚΟΠΗΣΗ ΑΘΗΝΑΙΚΟΥ ΤΥΠΟΥ & ΤΟΠΙΚΟΥ [87,1403,246,1422]
et2-row [280,347,444,362]
fm961-item: 18.05-19.00 THE HOLIDAY MAGAZINE [263,844,402,852]
memorial-4-title: ΜΝΗΜΟΣΥΝΟ [959,1618,1074,1635]
announcement-title: ΣΥΓΧΑΡΗΤΗΡΙΟ [495,461,624,478]
radio-kriti-schedule [87,1100,429,1312]
announcement-sign: Παντελής Ρουκιωτάκης Φραντζέσκα Μαρκάκη [457,307,662,330]
cinema-name: «ΑΜΟΡΕ» [212,1800,304,1822]
announcement-sign: Οι γονείς της Ζωή και Στέλιος Φραγκιαδάκης [475,760,644,784]
fm961-item: 22.03-00.30 ΤΟ ΛΑΙΚΟ ΤΡΑΓΟΥΔΙ [263,915,382,923]
kastro-item: 18.00-18.15 ΕΙΔΗΣΕΙΣ [263,1393,343,1401]
thoughts-title: Σκέψεις - ελπίδες [1228,1085,1597,1124]
memorial-2-title: ΤΕΛΕΣΗ ΜΝΗΜΟΣΥΝΟΥ [917,1235,1116,1252]
et2-row [280,332,444,347]
et1-row [99,317,263,343]
et2-row [280,317,444,332]
memorial-5-text: Τελούμε την Κυριακή 10 Σεπτεμβρίου και ώρα 8.30 π.μ. στον Ι.Ν. Παναγίας Μυρτιδιώτισσας 40θήμερο μνημόσυνο υπέρ αναπαύσεως της ψυχής της αγαπημένης μας συζύγου, μητέρας και αδελφής ΗΛΙΑ ΚΑΝΤΕΜΙΑΔΗ. [996,1955,1177,2039]
kastro-item: 23.00-03.00 Ο ΣΤΟΥΣ 10 ΑΚΟΥΝ [263,1444,381,1452]
clinic-row [457,2202,662,2212]
cinema-note: Θα κλέψει την καρδιά σας ΤΖΟΥΛΗ ΓΟΥΩΛΤΕΡΣ [154,1661,362,1672]
thoughts-body [1228,1153,1597,1433]
et2-row [280,362,444,377]
heraklion-item: 20.10 ΚΛΑΣΙΚΕΣ ΜΕΤΑΓΡΑΦΕΣ [263,666,377,674]
et2-row [280,257,444,272]
fm961-item: 12.00-12.03 ΕΙΔΗΣΕΙΣ (συντομες) [87,915,207,923]
cinema-film: «Η ΚΥΡΙΑ ΚΑΙ Ο ΤΑΥΡΟΣ» [182,2094,334,2108]
memorial-3-family: Η σύζυγος: Ελένη Ξενάκη. Τα παιδιά: Σοφία και Φίλιππος Καλδρίδης, Παναγιώτης Ξενάκης. [853,1473,1125,1496]
et1-time: 12.00 [99,360,121,371]
cinema-desc: Ο μοναδικός ΤΣΑΡΛΣ ΜΠΡΟΝΣΟΝ στη δυνατή σου περιπέτεια [124,2168,392,2179]
kriti-item: 12.15-12.30 ΜΟΥΣΙΚΕΣ ΓΕΥΣΕΙΣ [87,1183,206,1191]
kriti-item: 15.30-16.30 ΠΟΠ ΦΟΡΜΟΥΛΑ [87,1234,197,1242]
clinic-row [457,2171,662,2181]
diet-title: φυσική υγιεινή διατροφή [850,239,1184,340]
cinema-name: «ΟΛΥΜΠΙΑ» [203,2131,313,2152]
memorial-5 [853,1932,1181,2148]
et2-time: 11.20 [280,379,302,389]
